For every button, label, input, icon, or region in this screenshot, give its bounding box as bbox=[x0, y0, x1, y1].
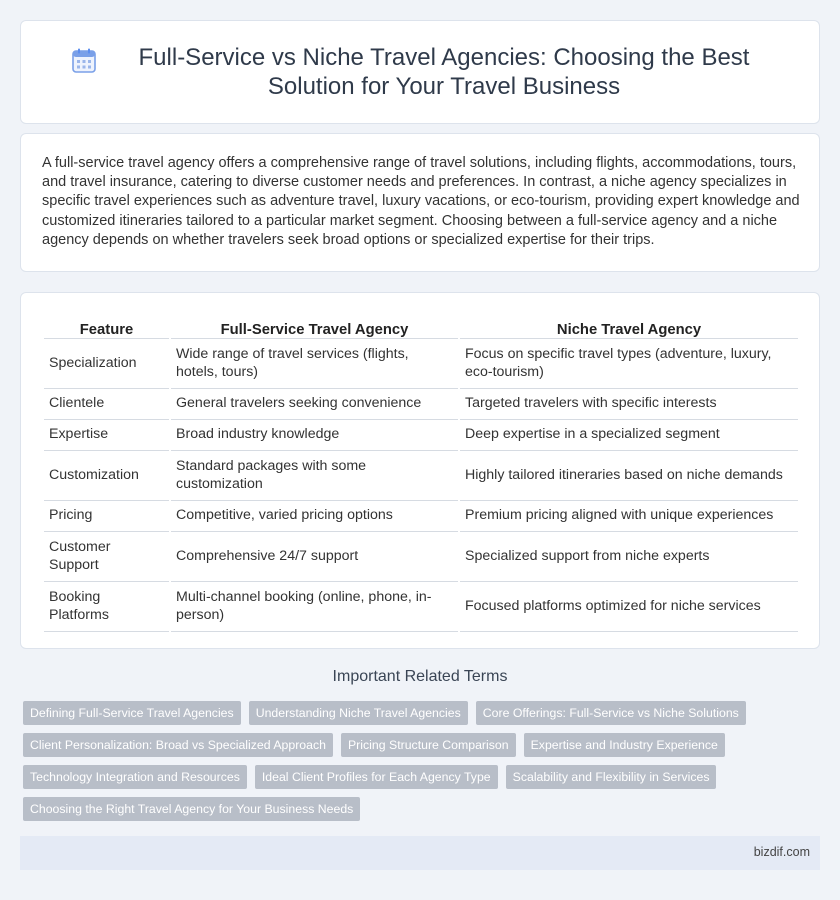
niche-cell: Focus on specific travel types (adventure, luxury, eco-tourism) bbox=[460, 339, 798, 389]
niche-cell: Highly tailored itineraries based on niche demands bbox=[460, 451, 798, 501]
niche-cell: Specialized support from niche experts bbox=[460, 532, 798, 582]
related-term-tag[interactable]: Expertise and Industry Experience bbox=[524, 733, 725, 757]
column-header-feature: Feature bbox=[44, 315, 169, 339]
comparison-card bbox=[20, 292, 820, 649]
feature-cell: Customization bbox=[44, 451, 169, 501]
related-terms-list bbox=[23, 701, 813, 821]
table-row bbox=[44, 582, 798, 632]
related-term-tag[interactable]: Understanding Niche Travel Agencies bbox=[249, 701, 468, 725]
related-term-tag[interactable]: Core Offerings: Full-Service vs Niche Solutions bbox=[476, 701, 746, 725]
full-service-cell: Competitive, varied pricing options bbox=[171, 501, 458, 532]
related-term-tag[interactable]: Defining Full-Service Travel Agencies bbox=[23, 701, 241, 725]
table-row bbox=[44, 532, 798, 582]
footer bbox=[20, 836, 820, 870]
related-term-tag[interactable]: Scalability and Flexibility in Services bbox=[506, 765, 717, 789]
full-service-cell: Comprehensive 24/7 support bbox=[171, 532, 458, 582]
niche-cell: Premium pricing aligned with unique experiences bbox=[460, 501, 798, 532]
page-title: Full-Service vs Niche Travel Agencies: Choosing the Best Solution for Your Travel Business bbox=[138, 44, 750, 100]
feature-cell: Clientele bbox=[44, 389, 169, 420]
related-term-tag[interactable]: Technology Integration and Resources bbox=[23, 765, 247, 789]
feature-cell: Expertise bbox=[44, 420, 169, 451]
comparison-table bbox=[42, 315, 800, 632]
feature-cell: Pricing bbox=[44, 501, 169, 532]
full-service-cell: Standard packages with some customization bbox=[171, 451, 458, 501]
table-row bbox=[44, 501, 798, 532]
intro-paragraph: A full-service travel agency offers a comprehensive range of travel solutions, including flights, accommodations, tours, and travel insurance, catering to diverse customer needs and preferences. In contrast, a niche agency specializes in specific travel experiences such as adventure travel, luxury vacations, or eco-tourism, providing expert knowledge and customized itineraries tailored to a particular market segment. Choosing between a full-service agency and a niche agency depends on whether travelers seek broad options or specialized expertise for their trips. bbox=[42, 155, 800, 248]
niche-cell: Targeted travelers with specific interests bbox=[460, 389, 798, 420]
feature-cell: Customer Support bbox=[44, 532, 169, 582]
related-term-tag[interactable]: Ideal Client Profiles for Each Agency Type bbox=[255, 765, 498, 789]
niche-cell: Focused platforms optimized for niche services bbox=[460, 582, 798, 632]
full-service-cell: Broad industry knowledge bbox=[171, 420, 458, 451]
table-row bbox=[44, 339, 798, 389]
related-terms-title: Important Related Terms bbox=[332, 668, 508, 685]
related-term-tag[interactable]: Choosing the Right Travel Agency for Your Business Needs bbox=[23, 797, 360, 821]
title-card bbox=[20, 20, 820, 124]
column-header-full-service: Full-Service Travel Agency bbox=[171, 315, 458, 339]
related-term-tag[interactable]: Pricing Structure Comparison bbox=[341, 733, 516, 757]
table-row bbox=[44, 389, 798, 420]
full-service-cell: Wide range of travel services (flights, hotels, tours) bbox=[171, 339, 458, 389]
full-service-cell: Multi-channel booking (online, phone, in-person) bbox=[171, 582, 458, 632]
table-row bbox=[44, 420, 798, 451]
table-row bbox=[44, 451, 798, 501]
intro-card bbox=[20, 133, 820, 272]
table-header-row bbox=[44, 315, 798, 339]
feature-cell: Booking Platforms bbox=[44, 582, 169, 632]
full-service-cell: General travelers seeking convenience bbox=[171, 389, 458, 420]
feature-cell: Specialization bbox=[44, 339, 169, 389]
site-name[interactable]: bizdif.com bbox=[753, 845, 810, 859]
niche-cell: Deep expertise in a specialized segment bbox=[460, 420, 798, 451]
column-header-niche: Niche Travel Agency bbox=[460, 315, 798, 339]
related-term-tag[interactable]: Client Personalization: Broad vs Specialized Approach bbox=[23, 733, 333, 757]
